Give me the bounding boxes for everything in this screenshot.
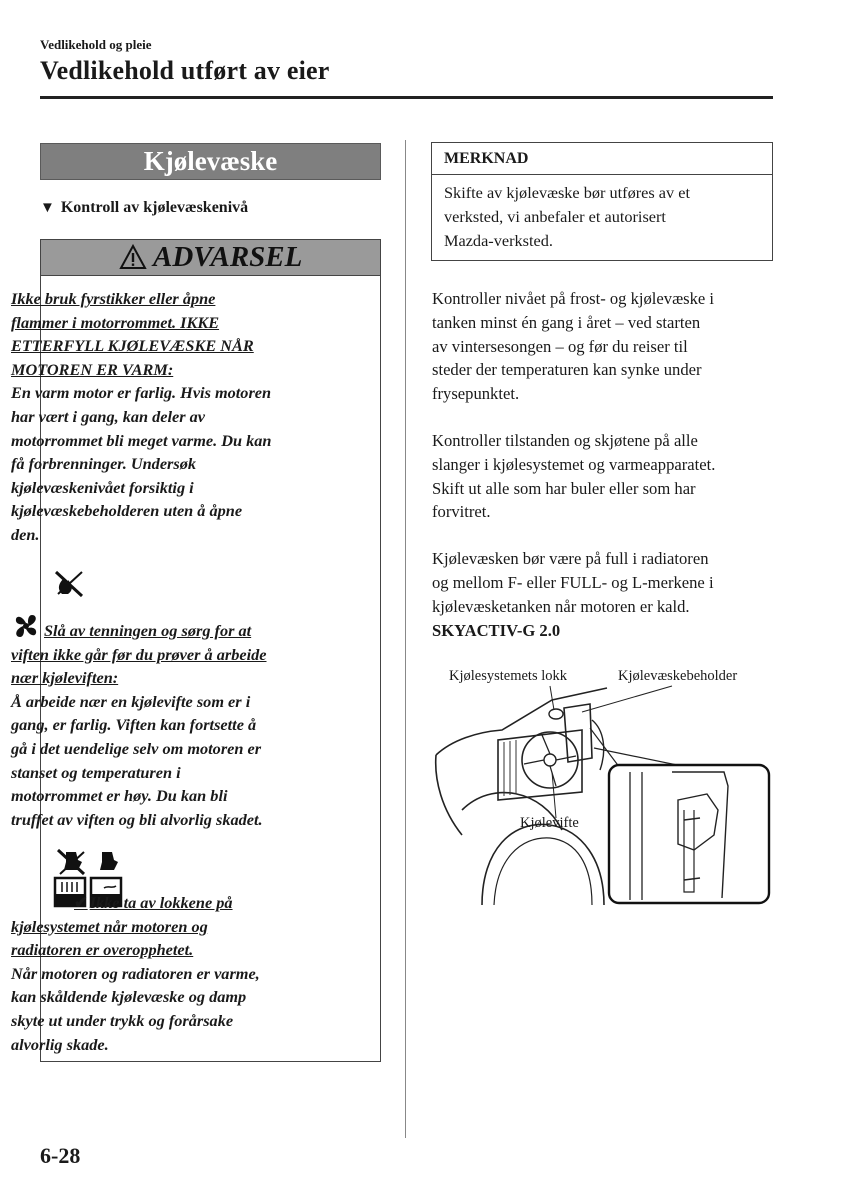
warning-line: MOTOREN ER VARM: <box>11 359 174 379</box>
warning-line: viften ikke går før du prøver å arbeide <box>11 644 267 664</box>
warning-line: nær kjøleviften: <box>11 668 119 688</box>
warning-line: En varm motor er farlig. Hvis motoren <box>11 383 272 403</box>
warning-line: den. <box>11 524 40 544</box>
paragraph-line: Skift ut alle som har buler eller som har <box>432 478 696 498</box>
warning-line: stanset og temperaturen i <box>11 762 181 782</box>
subheading-text: Kontroll av kjølevæskenivå <box>60 199 249 216</box>
warning-block-3 <box>11 891 333 1056</box>
title-rule <box>40 96 773 99</box>
paragraph-line: kjølevæsketanken når motoren er kald. <box>432 596 690 616</box>
paragraph-line: frysepunktet. <box>432 384 520 404</box>
warning-line: Å arbeide nær en kjølevifte som er i <box>11 691 251 711</box>
warning-block-1 <box>11 287 333 547</box>
warning-line: truffet av viften og bli alvorlig skadet. <box>11 809 263 829</box>
label-cooling-fan: Kjølevifte <box>520 815 579 831</box>
paragraph-coolant-full <box>432 547 777 618</box>
triangle-marker-icon: ▼ <box>40 200 55 216</box>
note-line: verksted, vi anbefaler et autorisert <box>444 207 666 226</box>
paragraph-line: forvitret. <box>432 502 491 522</box>
warning-line: kjølevæskebeholderen uten å åpne <box>11 501 243 521</box>
paragraph-line: Kontroller nivået på frost- og kjølevæske i <box>432 289 715 308</box>
warning-line: kan skåldende kjølevæske og damp <box>11 987 247 1007</box>
warning-line: ✔ Ikke ta av lokkene på <box>74 893 233 912</box>
warning-line: radiatoren er overopphetet. <box>11 940 194 960</box>
engine-bay-drawing <box>432 660 773 910</box>
page-number: 6-28 <box>40 1143 81 1168</box>
note-line: Skifte av kjølevæske bør utføres av et <box>444 183 690 202</box>
paragraph-line: steder der temperaturen kan synke under <box>432 360 702 380</box>
warning-triangle-icon <box>119 244 147 270</box>
subheading <box>40 199 248 217</box>
warning-line: Ikke bruk fyrstikker eller åpne <box>11 289 216 308</box>
page-title: Vedlikehold utført av eier <box>40 56 330 85</box>
note-box <box>431 142 773 261</box>
warning-line: gang, er farlig. Viften kan fortsette å <box>11 715 257 735</box>
paragraph-check-level <box>432 287 777 406</box>
paragraph-line: tanken minst én gang i året – ved starten <box>432 312 701 332</box>
warning-header <box>41 240 380 276</box>
warning-line: gå i det uendelige selv om motoren er <box>11 738 262 758</box>
note-line: Mazda-verksted. <box>444 231 553 250</box>
paragraph-line: Kontroller tilstanden og skjøtene på alle <box>432 431 698 450</box>
warning-line: skyte ut under trykk og forårsake <box>11 1010 234 1030</box>
warning-line: motorrommet bli meget varme. Du kan <box>11 430 272 450</box>
warning-line: Når motoren og radiatoren er varme, <box>11 963 260 983</box>
paragraph-check-hoses <box>432 429 777 524</box>
warning-block-2 <box>11 612 333 831</box>
model-heading: SKYACTIV-G 2.0 <box>432 621 561 640</box>
breadcrumb: Vedlikehold og pleie <box>40 37 152 52</box>
check-mark-icon: ✔ <box>74 893 88 912</box>
warning-line: kjølevæskenivået forsiktig i <box>11 477 194 497</box>
warning-line: har vært i gang, kan deler av <box>11 406 206 426</box>
label-coolant-reservoir: Kjølevæskebeholder <box>618 668 738 684</box>
paragraph-line: Kjølevæsken bør være på full i radiatoren <box>432 549 709 568</box>
warning-line: motorrommet er høy. Du kan bli <box>11 786 228 806</box>
paragraph-line: og mellom F- eller FULL- og L-merkene i <box>432 572 714 592</box>
note-text <box>444 181 764 253</box>
no-open-flame-icon <box>52 568 86 598</box>
warning-line: flammer i motorrommet. IKKE <box>11 312 220 332</box>
note-title: MERKNAD <box>432 143 772 175</box>
warning-title: ADVARSEL <box>153 241 303 273</box>
warning-line: Slå av tenningen og sørg for at <box>11 612 333 643</box>
section-banner: Kjølevæske <box>40 143 381 180</box>
warning-line: alvorlig skade. <box>11 1034 109 1054</box>
fan-icon <box>11 612 41 640</box>
label-radiator-cap: Kjølesystemets lokk <box>449 668 568 684</box>
paragraph-line: av vintersesongen – og før du reiser til <box>432 336 688 356</box>
engine-bay-illustration <box>432 660 773 910</box>
warning-line: ETTERFYLL KJØLEVÆSKE NÅR <box>11 336 254 356</box>
warning-line: kjølesystemet når motoren og <box>11 916 208 936</box>
warning-line: få forbrenninger. Undersøk <box>11 454 196 474</box>
column-divider <box>405 140 406 1138</box>
paragraph-line: slanger i kjølesystemet og varmeapparatet. <box>432 454 716 474</box>
